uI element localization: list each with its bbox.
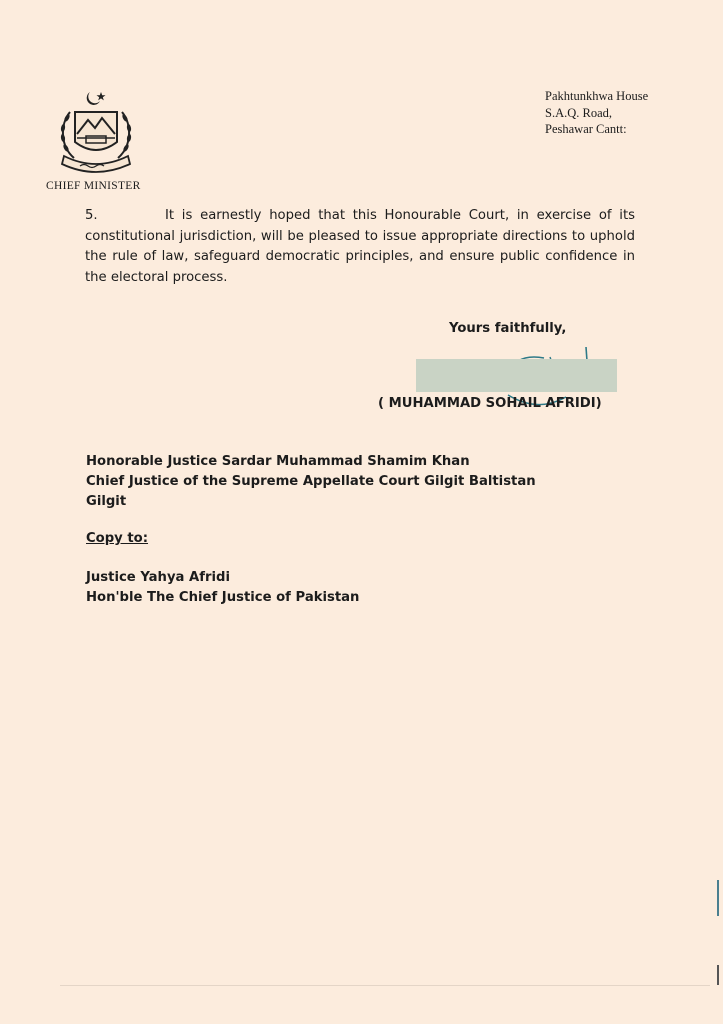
office-title: CHIEF MINISTER <box>46 180 141 192</box>
copy-to-heading: Copy to: <box>86 531 149 546</box>
sender-address <box>545 88 648 138</box>
redacted-signature <box>416 359 617 392</box>
government-emblem-icon <box>50 86 142 178</box>
copy-to-list <box>86 568 359 608</box>
copy-to-line: Justice Yahya Afridi <box>86 570 230 585</box>
recipient-line: Honorable Justice Sardar Muhammad Shamim Khan <box>86 454 470 469</box>
scan-edge-mark <box>717 965 719 985</box>
address-line: S.A.Q. Road, <box>545 105 613 120</box>
signer-name: ( MUHAMMAD SOHAIL AFRIDI) <box>378 396 602 411</box>
scan-edge-mark <box>717 880 719 916</box>
address-line: Pakhtunkhwa House <box>545 89 649 103</box>
copy-to-line: Hon'ble The Chief Justice of Pakistan <box>86 590 360 605</box>
closing-salutation: Yours faithfully, <box>449 321 567 336</box>
recipient-line: Gilgit <box>86 494 127 509</box>
address-line: Peshawar Cantt: <box>545 122 627 136</box>
recipient-address <box>86 452 536 512</box>
paragraph-number: 5. <box>85 208 98 223</box>
page-fold-line <box>60 985 710 986</box>
recipient-line: Chief Justice of the Supreme Appellate Court Gilgit Baltistan <box>86 474 536 489</box>
body-paragraph <box>85 206 635 288</box>
paragraph-text: It is earnestly hoped that this Honourable Court, in exercise of its constitutional jurisdiction, will be pleased to issue appropriate directions to uphold the rule of law, safeguard democratic principles, and ensure public confidence in the electoral process. <box>85 208 635 285</box>
